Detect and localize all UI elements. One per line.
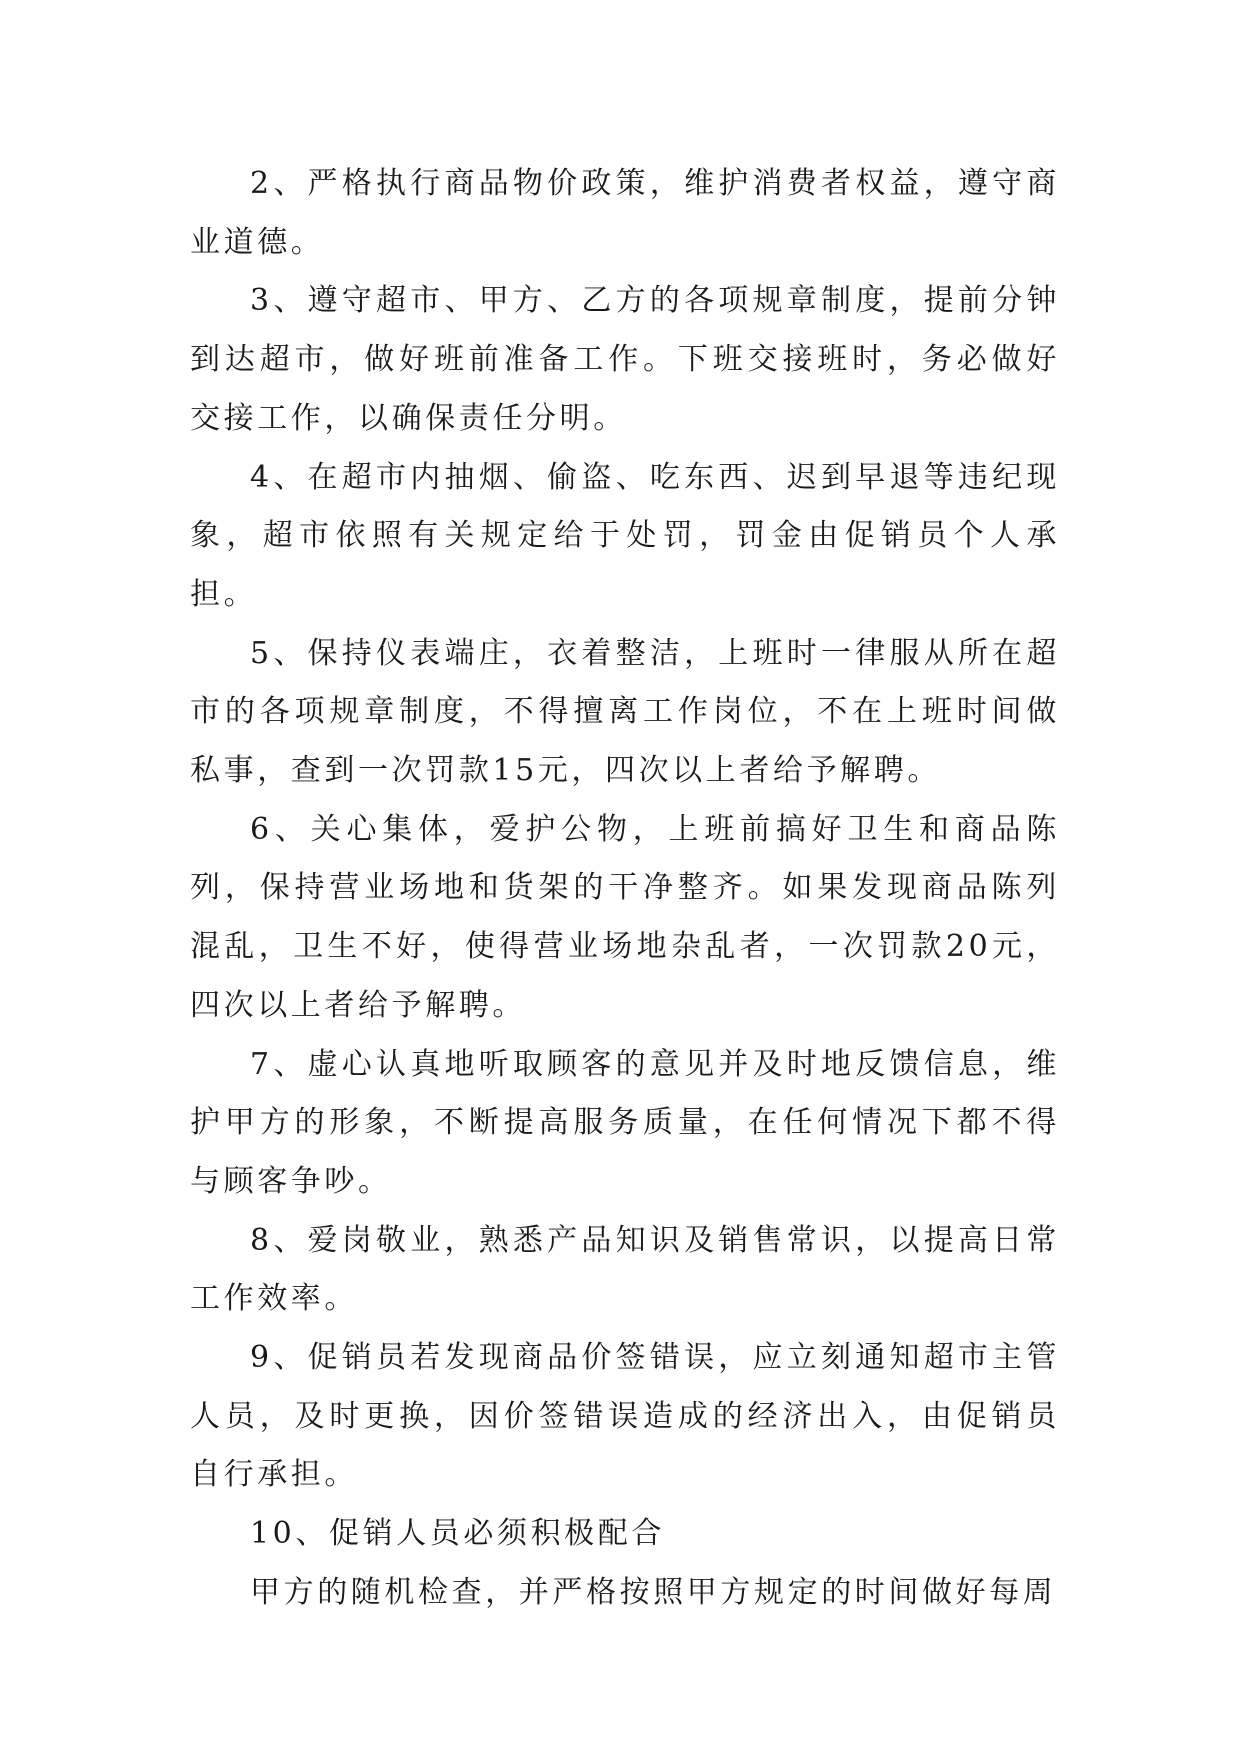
paragraph-continuation: 甲方的随机检查，并严格按照甲方规定的时间做好每周 — [250, 1574, 1057, 1610]
paragraph-rule-10: 10、促销人员必须积极配合 — [250, 1516, 665, 1552]
document-body — [190, 155, 1060, 1623]
paragraph-rule-6: 6、关心集体，爱护公物，上班前搞好卫生和商品陈列，保持营业场地和货架的干净整齐。如果发现商品陈列混乱，卫生不好，使得营业场地杂乱者，一次罚款20元，四次以上者给予解聘。 — [190, 811, 1060, 1023]
paragraph-rule-4: 4、在超市内抽烟、偷盗、吃东西、迟到早退等违纪现象，超市依照有关规定给于处罚，罚金由促销员个人承担。 — [190, 459, 1060, 612]
paragraph-rule-2: 2、严格执行商品物价政策，维护消费者权益，遵守商业道德。 — [190, 166, 1060, 260]
paragraph-rule-9: 9、促销员若发现商品价签错误，应立刻通知超市主管人员，及时更换，因价签错误造成的经济出入，由促销员自行承担。 — [190, 1340, 1060, 1493]
paragraph-rule-5: 5、保持仪表端庄，衣着整洁，上班时一律服从所在超市的各项规章制度，不得擅离工作岗位，不在上班时间做私事，查到一次罚款15元，四次以上者给予解聘。 — [190, 635, 1060, 789]
paragraph-rule-7: 7、虚心认真地听取顾客的意见并及时地反馈信息，维护甲方的形象，不断提高服务质量，在任何情况下都不得与顾客争吵。 — [190, 1046, 1060, 1199]
paragraph-rule-8: 8、爱岗敬业，熟悉产品知识及销售常识，以提高日常工作效率。 — [190, 1222, 1060, 1317]
paragraph-rule-3: 3、遵守超市、甲方、乙方的各项规章制度，提前分钟到达超市，做好班前准备工作。下班交接班时，务必做好交接工作，以确保责任分明。 — [190, 283, 1060, 436]
